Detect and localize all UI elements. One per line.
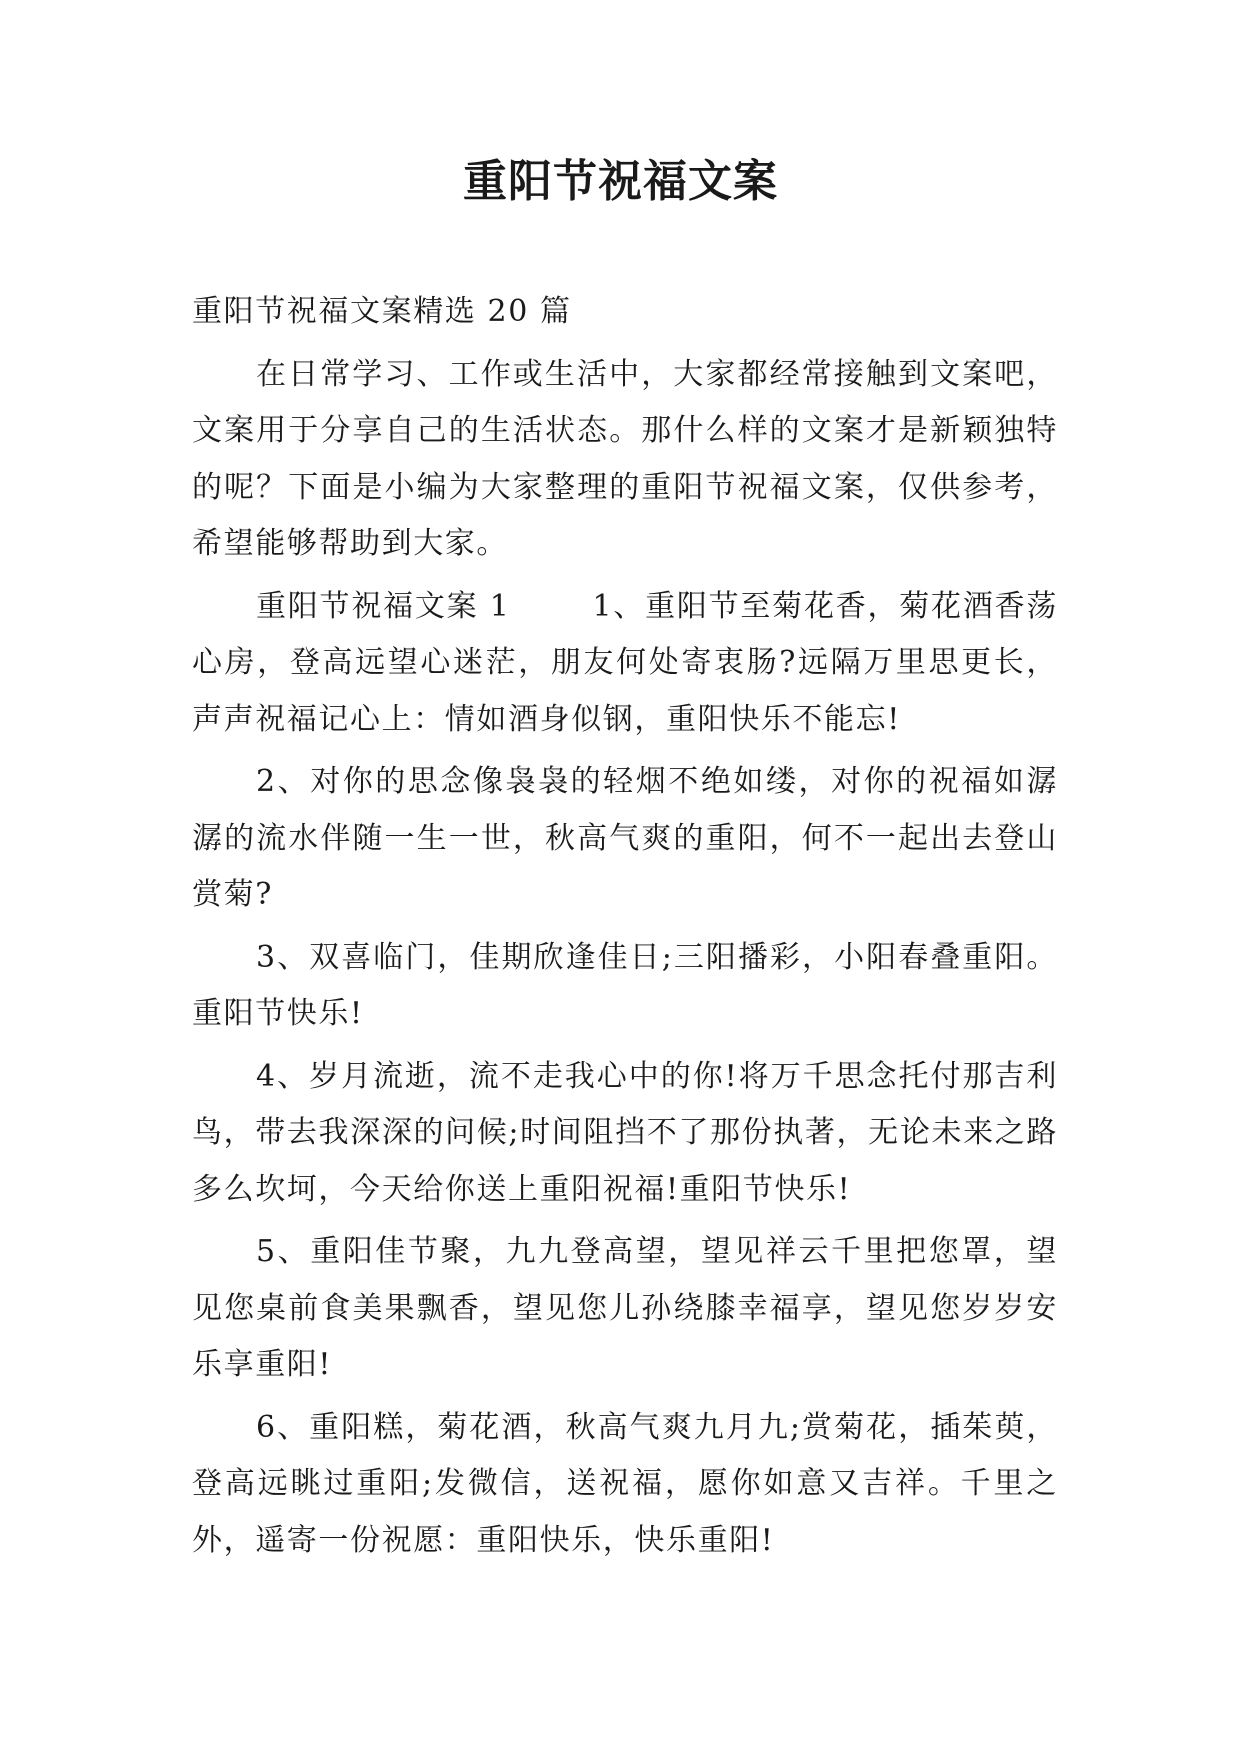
document-title: 重阳节祝福文案 [463, 156, 778, 207]
intro-paragraph: 在日常学习、工作或生活中，大家都经常接触到文案吧，文案用于分享自己的生活状态。那什么样的文案才是新颖独特的呢？下面是小编为大家整理的重阳节祝福文案，仅供参考，希望能够帮助到大家。 [192, 356, 1058, 561]
section-paragraph [192, 579, 1058, 749]
list-item: 6、重阳糕，菊花酒，秋高气爽九月九;赏菊花，插茱萸，登高远眺过重阳;发微信，送祝福，愿你如意又吉祥。千里之外，遥寄一份祝愿：重阳快乐，快乐重阳! [192, 1409, 1058, 1558]
list-item: 2、对你的思念像袅袅的轻烟不绝如缕，对你的祝福如潺潺的流水伴随一生一世，秋高气爽的重阳，何不一起出去登山赏菊? [192, 764, 1058, 912]
list-item: 5、重阳佳节聚，九九登高望，望见祥云千里把您罩，望见您桌前食美果飘香，望见您儿孙绕膝幸福享，望见您岁岁安乐享重阳! [192, 1234, 1058, 1382]
list-item: 1、重阳节至菊花香，菊花酒香荡心房，登高远望心迷茫，朋友何处寄衷肠?远隔万里思更长，声声祝福记心上：情如酒身似钢，重阳快乐不能忘! [192, 588, 1058, 737]
list-item: 4、岁月流逝，流不走我心中的你!将万千思念托付那吉利鸟，带去我深深的问候;时间阻挡不了那份执著，无论未来之路多么坎坷，今天给你送上重阳祝福!重阳节快乐! [192, 1058, 1058, 1207]
list-item: 3、双喜临门，佳期欣逢佳日;三阳播彩，小阳春叠重阳。重阳节快乐! [192, 939, 1058, 1031]
section-heading: 重阳节祝福文案 1 [256, 588, 511, 624]
document-body [192, 284, 1058, 1575]
document-subtitle: 重阳节祝福文案精选 20 篇 [192, 294, 572, 329]
